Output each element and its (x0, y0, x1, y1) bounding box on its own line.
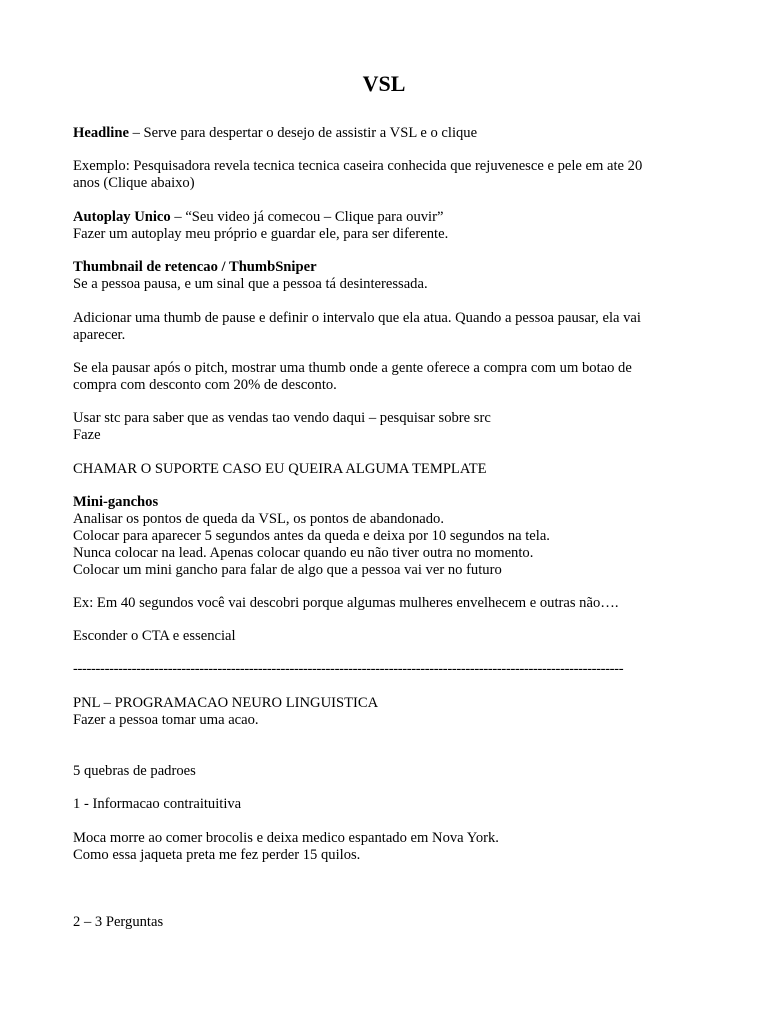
quebras-line: 5 quebras de padroes (73, 763, 196, 779)
examples-line-1: Moca morre ao comer brocolis e deixa medico espantado em Nova York. (73, 830, 499, 846)
mini-ganchos-line-4: Colocar um mini gancho para falar de algo que a pessoa vai ver no futuro (73, 562, 502, 578)
mini-ganchos-line-1: Analisar os pontos de queda da VSL, os pontos de abandonado. (73, 511, 445, 527)
stc-paragraph (73, 410, 703, 444)
item-1-paragraph (73, 796, 703, 813)
autoplay-label: Autoplay Unico (73, 209, 171, 225)
thumb-pause-line-2: aparecer. (73, 327, 126, 343)
headline-label: Headline (73, 125, 129, 141)
dashed-divider: -------------------------------------------------------------------------------------------------------------------------- (73, 661, 624, 677)
pnl-paragraph (73, 695, 703, 729)
example-line-2: anos (Clique abaixo) (73, 175, 195, 191)
document-title: VSL (362, 71, 406, 96)
headline-line (73, 125, 703, 142)
quebras-paragraph (73, 763, 703, 780)
examples-paragraph (73, 830, 703, 864)
headline-text: – Serve para despertar o desejo de assistir a VSL e o clique (128, 125, 478, 141)
support-line: CHAMAR O SUPORTE CASO EU QUEIRA ALGUMA TEMPLATE (73, 461, 487, 477)
thumbnail-label: Thumbnail de retencao / ThumbSniper (73, 259, 317, 275)
mini-ganchos-line-3: Nunca colocar na lead. Apenas colocar quando eu não tiver outra no momento. (73, 545, 534, 561)
ex-paragraph (73, 595, 703, 612)
pitch-line-2: compra com desconto com 20% de desconto. (73, 377, 337, 393)
ex-line: Ex: Em 40 segundos você vai descobri porque algumas mulheres envelhecem e outras não…. (73, 595, 619, 611)
mini-ganchos-paragraph (73, 494, 703, 579)
mini-ganchos-line-2: Colocar para aparecer 5 segundos antes da queda e deixa por 10 segundos na tela. (73, 528, 550, 544)
pnl-line-1: PNL – PROGRAMACAO NEURO LINGUISTICA (73, 695, 379, 711)
thumb-pause-paragraph (73, 310, 703, 344)
item-2-line: 2 – 3 Perguntas (73, 914, 164, 930)
cta-paragraph (73, 628, 703, 645)
example-line-1: Exemplo: Pesquisadora revela tecnica tecnica caseira conhecida que rejuvenesce e pele em ate 20 (73, 158, 643, 174)
autoplay-line-1 (73, 209, 703, 226)
autoplay-line-2: Fazer um autoplay meu próprio e guardar ele, para ser diferente. (73, 226, 449, 242)
cta-line: Esconder o CTA e essencial (73, 628, 236, 644)
pnl-line-2: Fazer a pessoa tomar uma acao. (73, 712, 259, 728)
pitch-line-1: Se ela pausar após o pitch, mostrar uma thumb onde a gente oferece a compra com um botao de (73, 360, 632, 376)
pitch-paragraph (73, 360, 703, 394)
item-2-paragraph (73, 914, 703, 931)
thumbnail-paragraph (73, 259, 703, 293)
headline-paragraph (73, 125, 703, 142)
item-1-line: 1 - Informacao contraituitiva (73, 796, 242, 812)
stc-line-2: Faze (73, 427, 101, 443)
examples-line-2: Como essa jaqueta preta me fez perder 15 quilos. (73, 847, 361, 863)
support-paragraph (73, 461, 703, 478)
autoplay-paragraph (73, 209, 703, 243)
thumb-pause-line-1: Adicionar uma thumb de pause e definir o intervalo que ela atua. Quando a pessoa pausar, ela vai (73, 310, 641, 326)
example-paragraph (73, 158, 703, 192)
stc-line-1: Usar stc para saber que as vendas tao vendo daqui – pesquisar sobre src (73, 410, 491, 426)
mini-ganchos-label: Mini-ganchos (73, 494, 159, 510)
thumbnail-line-2: Se a pessoa pausa, e um sinal que a pessoa tá desinteressada. (73, 276, 428, 292)
autoplay-text: – “Seu video já comecou – Clique para ouvir” (170, 209, 444, 225)
